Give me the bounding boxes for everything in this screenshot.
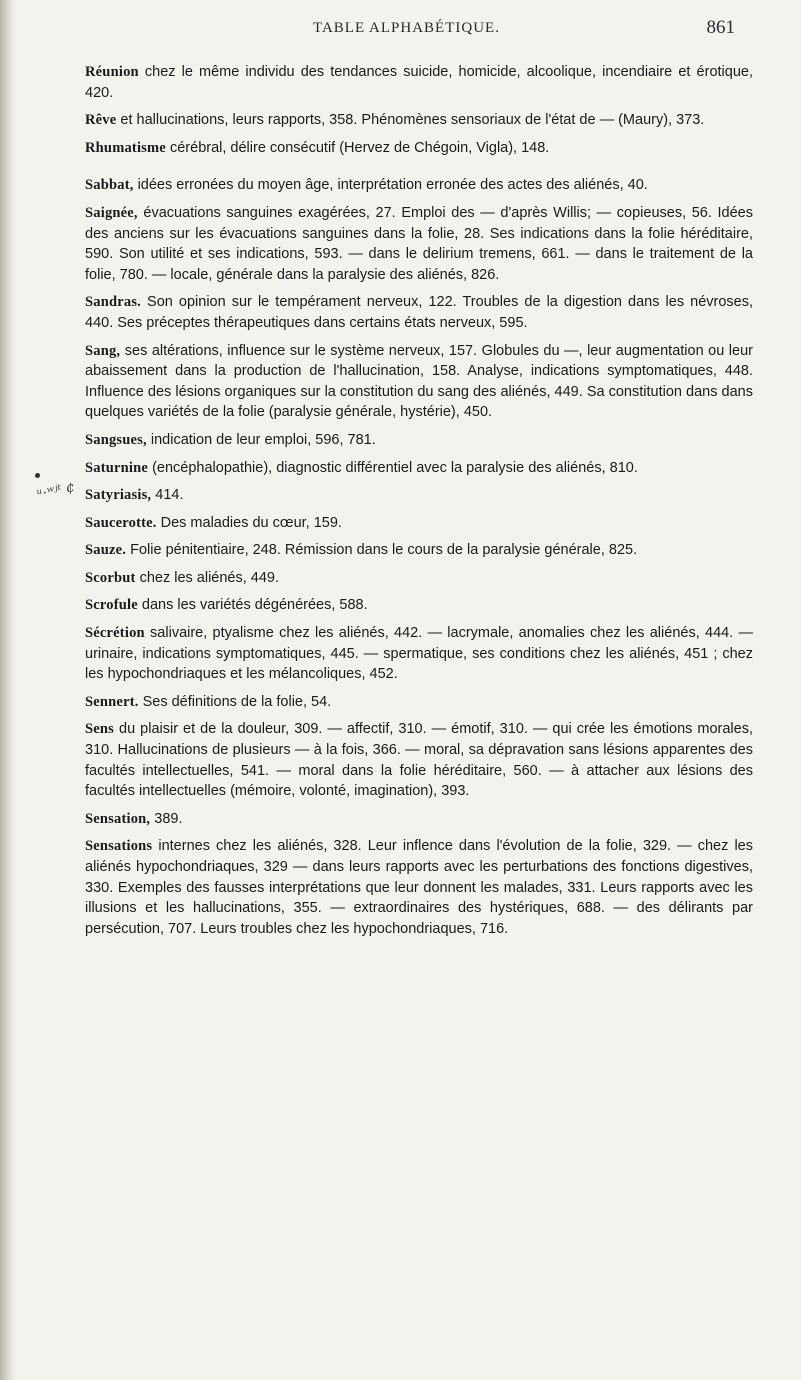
margin-dot (35, 473, 40, 478)
entry-headword: Saucerotte. (85, 514, 157, 531)
entry-headword: Sang, (85, 342, 121, 359)
entry-text: (encéphalopathie), diagnostic différentiel avec la paralysie des aliénés, 810. (148, 459, 638, 476)
entry-headword: Sécrétion (85, 625, 145, 642)
entry-text: ses altérations, influence sur le système nerveux, 157. Globules du —, leur augmentation ou leur abaissement dans la production de l'hallucination, 158. Analyse, indications symptomatiques, 448. Influence des lésions organiques sur la constitution du sang des aliénés, 449. Sa constitution dans dans quelques variétés de la folie (paralysie générale, hystérie), 450. (85, 342, 753, 421)
index-entry (85, 110, 753, 131)
entry-text: évacuations sanguines exagérées, 27. Emploi des — d'après Willis; — copieuses, 56. Idées des anciens sur les évacuations sanguines dans la folie, 28. Ses indications dans la folie héréditaire, 590. Son utilité et ses indications, 593. — dans le delirium tremens, 661. — dans le traitement de la folie, 780. — locale, générale dans la paralysie des aliénés, 826. (85, 204, 753, 283)
index-entry (85, 341, 753, 423)
margin-annotation (35, 479, 77, 513)
entry-text: Folie pénitentiaire, 248. Rémission dans le cours de la paralysie générale, 825. (126, 542, 638, 559)
entry-headword: Scorbut (85, 569, 136, 586)
margin-handwriting: ᵘ·ʷʲᵗ ¢ (35, 479, 77, 503)
entry-text: Des maladies du cœur, 159. (156, 514, 342, 531)
entry-headword: Sensations (85, 838, 153, 855)
index-entry (85, 540, 753, 561)
entry-text: du plaisir et de la douleur, 309. — affectif, 310. — émotif, 310. — qui crée les émotions morales, 310. Hallucinations de plusieurs — à la fois, 366. — moral, sa dépravation sans lésions apparentes des facultés intellectuelles, 541. — moral dans la folie héréditaire, 560. — à attacher aux lésions des facultés intellectuelles (mémoire, volonté, imagination), 393. (85, 721, 753, 800)
entry-headword: Saignée, (85, 204, 138, 221)
entry-headword: Sennert. (85, 693, 139, 710)
index-entries (85, 62, 753, 939)
entry-headword: Réunion (85, 64, 139, 80)
entry-text: salivaire, ptyalisme chez les aliénés, 442. — lacrymale, anomalies chez les aliénés, 444. — urinaire, indications symptomatiques, 445. — spermatique, ses conditions chez les aliénés, 451 ; chez les hypochondriaques et les mélancoliques, 452. (85, 625, 753, 683)
entry-text: dans les variétés dégénérées, 588. (137, 597, 368, 614)
entry-headword: Saturnine (85, 459, 149, 476)
page-number: 861 (706, 17, 735, 38)
index-entry (85, 513, 753, 534)
index-entry (85, 203, 753, 285)
index-entry (85, 836, 753, 939)
entry-text: Son opinion sur le tempérament nerveux, 122. Troubles de la digestion dans les névroses, 440. Ses préceptes thérapeutiques dans certains états nerveux, 595. (85, 294, 753, 331)
entry-headword: Sabbat, (85, 177, 134, 194)
entry-headword: Sandras. (85, 294, 141, 311)
entry-text: et hallucinations, leurs rapports, 358. Phénomènes sensoriaux de l'état de — (Maury), 373. (116, 112, 705, 129)
entry-headword: Sens (85, 721, 115, 738)
index-entry (85, 292, 753, 333)
entry-text: cérébral, délire consécutif (Hervez de Chégoin, Vigla), 148. (165, 139, 550, 156)
index-entry (85, 623, 753, 685)
index-entry (85, 595, 753, 616)
index-entry (85, 458, 753, 479)
entry-text: 389. (150, 810, 183, 827)
entry-text: 414. (151, 487, 184, 504)
index-entry (85, 692, 753, 713)
index-entry (85, 430, 753, 451)
entry-headword: Sauze. (85, 542, 127, 559)
entry-text: indication de leur emploi, 596, 781. (146, 431, 376, 448)
index-entry (85, 138, 753, 159)
entry-headword: Satyriasis, (85, 487, 152, 504)
entry-text: idées erronées du moyen âge, interprétation erronée des actes des aliénés, 40. (133, 177, 648, 194)
index-entry (85, 568, 753, 589)
entry-text: chez le même individu des tendances suicide, homicide, alcoolique, incendiaire et érotique, 420. (85, 64, 753, 101)
entry-headword: Rêve (85, 112, 117, 129)
index-entry (85, 175, 753, 196)
index-entry (85, 485, 753, 506)
entry-text: internes chez les aliénés, 328. Leur inflence dans l'évolution de la folie, 329. — chez les aliénés hypochondriaques, 329 — dans leurs rapports avec les perturbations des fonctions digestives, 330. Exemples des fausses interprétations que leur donnent les malades, 331. Leurs rapports avec les illusions et les hallucinations, 355. — extraordinaires des hystériques, 688. — des délirants par persécution, 707. Leurs troubles chez les hypochondriaques, 716. (85, 838, 753, 937)
index-entry (85, 809, 753, 830)
entry-text: chez les aliénés, 449. (135, 569, 280, 586)
entry-headword: Sangsues, (85, 431, 147, 448)
entry-text: Ses définitions de la folie, 54. (138, 693, 332, 710)
entry-headword: Sensation, (85, 810, 151, 827)
index-entry (85, 62, 753, 103)
running-title: TABLE ALPHABÉTIQUE. (313, 20, 500, 36)
entry-headword: Rhumatisme (85, 139, 166, 156)
index-entry (85, 719, 753, 801)
entry-headword: Scrofule (85, 597, 138, 614)
